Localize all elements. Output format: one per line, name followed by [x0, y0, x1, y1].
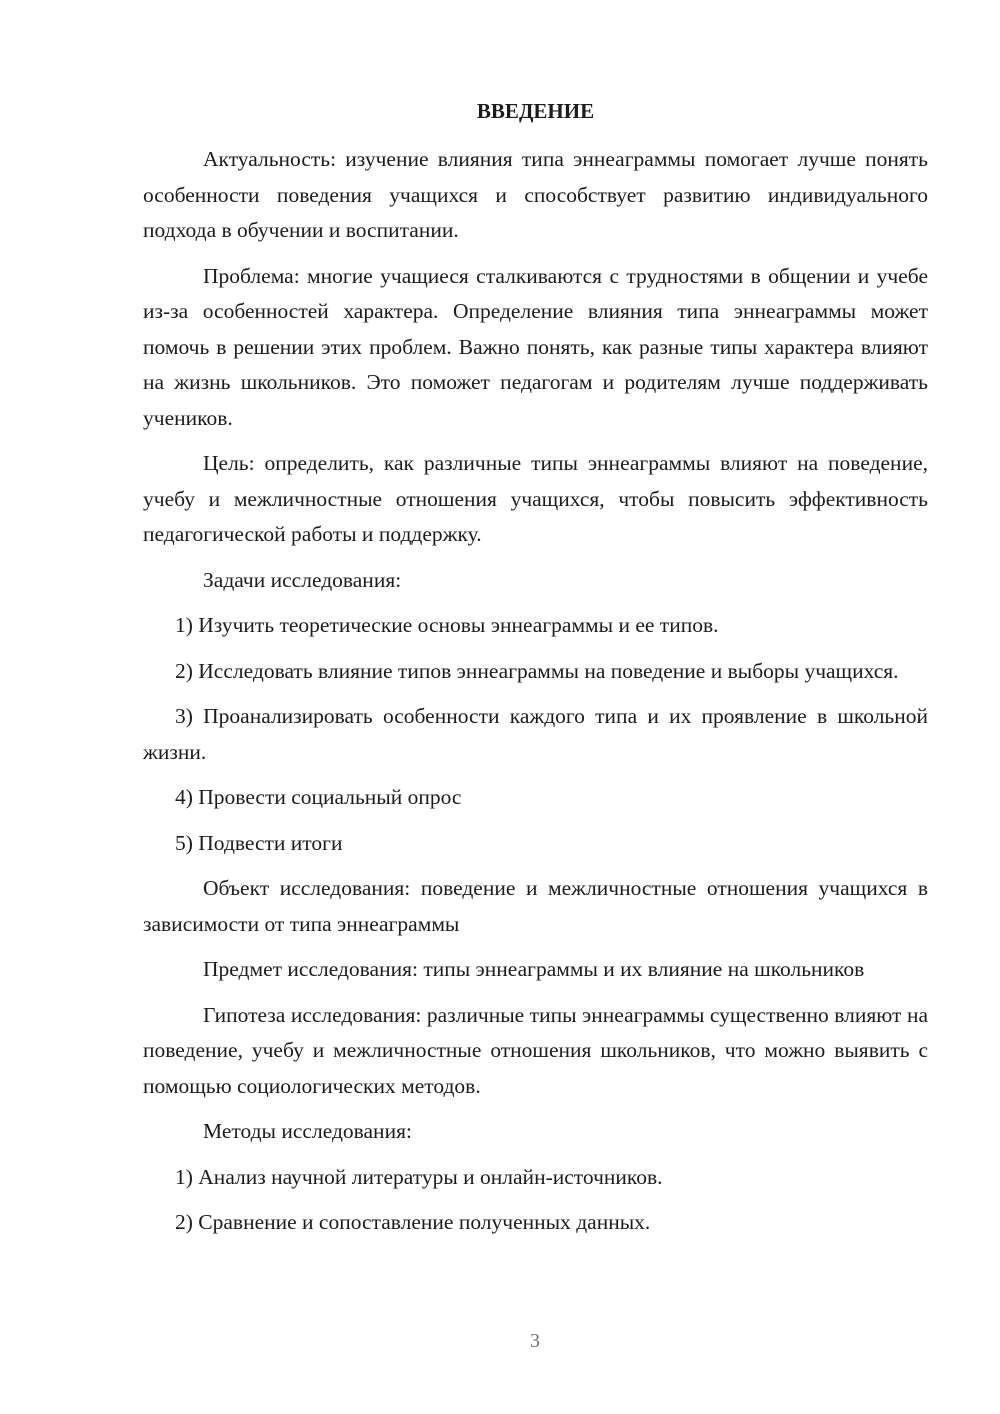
task-item-4: 4) Провести социальный опрос	[175, 785, 462, 809]
task-item-3: 3) Проанализировать особенности каждого типа и их проявление в школьной жизни.	[143, 704, 928, 764]
page-number: 3	[530, 1330, 540, 1352]
task-item-5: 5) Подвести итоги	[175, 830, 343, 855]
method-item-2: 2) Сравнение и сопоставление полученных данных.	[175, 1210, 651, 1234]
page-content	[143, 94, 928, 1251]
paragraph-hypothesis: Гипотеза исследования: различные типы эннеаграммы существенно влияют на поведение, учебу и межличностные отношения школьников, что можно выявить с помощью социологических методов.	[143, 1002, 928, 1098]
tasks-heading: Задачи исследования:	[203, 567, 402, 592]
task-item-2: 2) Исследовать влияние типов эннеаграммы на поведение и выборы учащихся.	[175, 658, 899, 683]
section-title: ВВЕДЕНИЕ	[476, 99, 595, 123]
paragraph-relevance: Актуальность: изучение влияния типа эннеаграммы помогает лучше понять особенности поведения учащихся и способствует развитию индивидуального подхода в обучении и воспитании.	[143, 147, 928, 242]
paragraph-subject: Предмет исследования: типы эннеаграммы и их влияние на школьников	[203, 957, 865, 981]
paragraph-problem: Проблема: многие учащиеся сталкиваются с трудностями в общении и учебе из-за особенностей характера. Определение влияния типа эннеаграммы может помочь в решении этих проблем. Важно понять, как разные типы характера влияют на жизнь школьников. Это поможет педагогам и родителям лучше поддерживать учеников.	[143, 263, 928, 430]
task-item-1: 1) Изучить теоретические основы эннеаграммы и ее типов.	[175, 613, 719, 637]
method-item-1: 1) Анализ научной литературы и онлайн-источников.	[175, 1164, 663, 1189]
methods-heading: Методы исследования:	[203, 1119, 412, 1143]
paragraph-goal: Цель: определить, как различные типы эннеаграммы влияют на поведение, учебу и межличностные отношения учащихся, чтобы повысить эффективность педагогической работы и поддержку.	[143, 451, 928, 546]
paragraph-object: Объект исследования: поведение и межличностные отношения учащихся в зависимости от типа эннеаграммы	[143, 876, 928, 936]
